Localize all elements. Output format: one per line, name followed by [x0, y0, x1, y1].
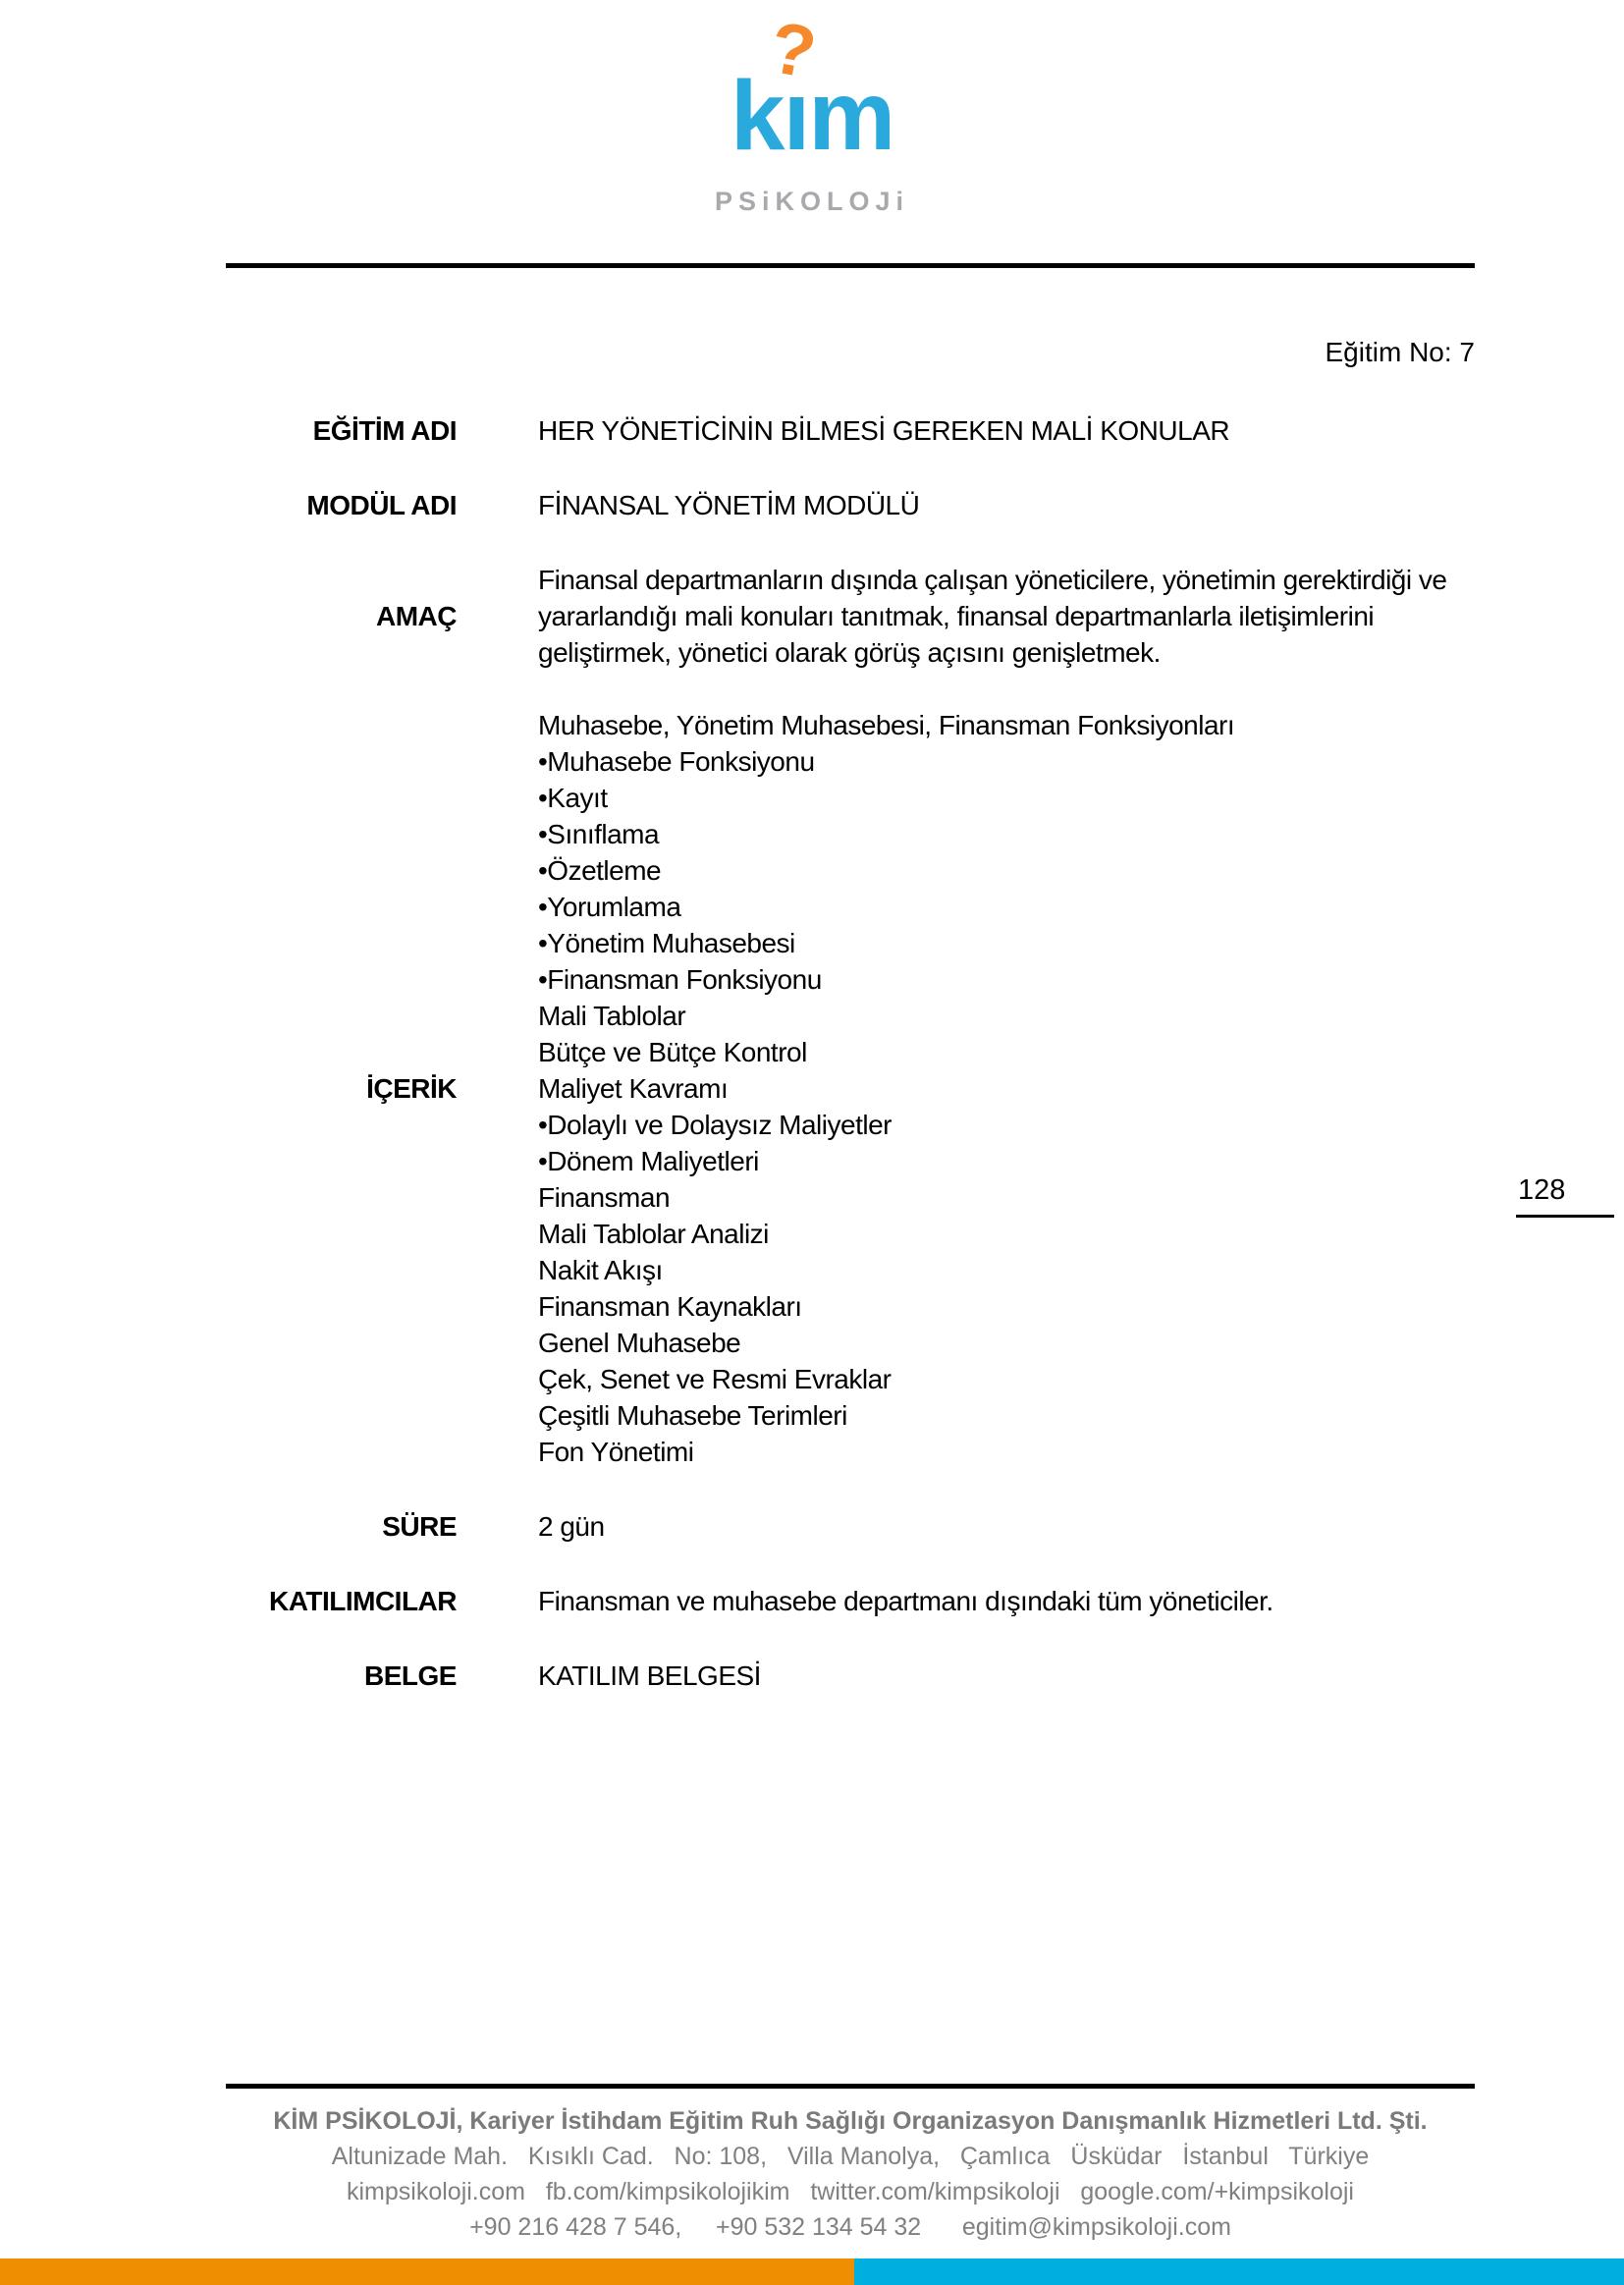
content-line: Mali Tablolar	[538, 1001, 686, 1031]
content-line: •Dolaylı ve Dolaysız Maliyetler	[538, 1110, 892, 1140]
content-line: •Dönem Maliyetleri	[538, 1146, 759, 1176]
footer-contact: +90 216 428 7 546, +90 532 134 54 32 egitim@kimpsikoloji.com	[469, 2213, 1231, 2241]
row-sure	[0, 1508, 1624, 1545]
sure-label: SÜRE	[382, 1511, 457, 1542]
header-divider	[226, 263, 1475, 268]
content-line: Finansman	[538, 1182, 671, 1213]
kim-psikoloji-logo	[714, 5, 910, 217]
content-line: Fon Yönetimi	[538, 1437, 694, 1467]
content-line: Çeşitli Muhasebe Terimleri	[538, 1400, 847, 1431]
katilimcilar-value: Finansman ve muhasebe departmanı dışındaki tüm yöneticiler.	[538, 1586, 1273, 1616]
belge-value: KATILIM BELGESİ	[538, 1660, 761, 1691]
belge-label: BELGE	[364, 1660, 457, 1691]
page-number-underline	[1516, 1215, 1614, 1218]
content-line: Maliyet Kavramı	[538, 1073, 729, 1104]
bottom-bar-blue	[854, 2258, 1624, 2285]
content-line: •Yorumlama	[538, 892, 681, 922]
logo-wordmark	[715, 5, 909, 185]
training-number: Eğitim No: 7	[1325, 337, 1475, 367]
modul-adi-value: FİNANSAL YÖNETİM MODÜLÜ	[538, 490, 920, 520]
row-amac	[0, 562, 1624, 671]
icerik-value	[538, 707, 1466, 1470]
content-line: Bütçe ve Bütçe Kontrol	[538, 1037, 807, 1067]
content-line: Nakit Akışı	[538, 1255, 663, 1285]
egitim-adi-label: EĞİTİM ADI	[312, 415, 457, 446]
bottom-bar-orange	[0, 2258, 854, 2285]
question-mark-icon: ?	[764, 5, 821, 94]
content-line: Finansman Kaynakları	[538, 1291, 802, 1322]
katilimcilar-label: KATILIMCILAR	[269, 1586, 457, 1616]
footer-company-name: KİM PSİKOLOJİ, Kariyer İstihdam Eğitim Ruh Sağlığı Organizasyon Danışmanlık Hizmetleri Ltd. Şti.	[273, 2107, 1428, 2135]
content-line: Genel Muhasebe	[538, 1328, 741, 1358]
logo-letter-m: m	[808, 61, 894, 171]
content-line: •Muhasebe Fonksiyonu	[538, 746, 815, 777]
row-belge	[0, 1658, 1624, 1694]
logo-letter-i: ı	[783, 61, 809, 171]
content-line: •Sınıflama	[538, 819, 660, 849]
content-line: •Kayıt	[538, 783, 608, 813]
logo-subtitle: PSiKOLOJi	[714, 187, 910, 216]
row-egitim-adi	[0, 412, 1624, 449]
content-line: •Finansman Fonksiyonu	[538, 964, 822, 995]
footer	[226, 2103, 1475, 2245]
content-line: •Özetleme	[538, 855, 662, 886]
footer-divider	[226, 2084, 1475, 2089]
row-icerik	[0, 707, 1624, 1470]
content-line: Mali Tablolar Analizi	[538, 1219, 769, 1249]
footer-web-links: kimpsikoloji.com fb.com/kimpsikolojikim twitter.com/kimpsikoloji google.com/+kimpsikoloji	[347, 2178, 1354, 2205]
row-katilimcilar	[0, 1583, 1624, 1619]
row-modul-adi	[0, 487, 1624, 523]
icerik-label: İÇERİK	[366, 1073, 457, 1104]
amac-label: AMAÇ	[376, 601, 457, 631]
egitim-adi-value: HER YÖNETİCİNİN BİLMESİ GEREKEN MALİ KONULAR	[538, 415, 1230, 446]
content-line: Muhasebe, Yönetim Muhasebesi, Finansman Fonksiyonları	[538, 710, 1235, 740]
content-line: •Yönetim Muhasebesi	[538, 928, 795, 958]
modul-adi-label: MODÜL ADI	[306, 490, 457, 520]
training-details	[0, 412, 1624, 1694]
content-line: Çek, Senet ve Resmi Evraklar	[538, 1364, 892, 1394]
amac-value: Finansal departmanların dışında çalışan yöneticilere, yönetimin gerektirdiği ve yararlandığı mali konuları tanıtmak, finansal departmanlarla iletişimlerini geliştirmek, yönetici olarak görüş açısını genişletmek.	[538, 565, 1447, 668]
sure-value: 2 gün	[538, 1511, 605, 1542]
page-number: 128	[1518, 1174, 1566, 1206]
logo-letter-k: k	[730, 61, 784, 171]
footer-address: Altunizade Mah. Kısıklı Cad. No: 108, Villa Manolya, Çamlıca Üsküdar İstanbul Türkiye	[331, 2143, 1370, 2170]
